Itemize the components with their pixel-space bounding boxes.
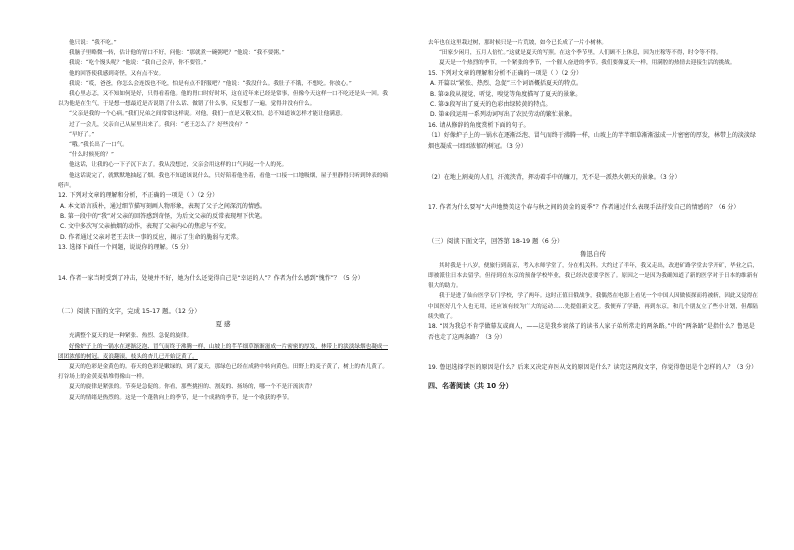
essay-paragraph-underlined: 好像炉子上的一锅水在逐渐泛泡、冒气而终于沸腾一样，山坡上的芊芊细草渐渐滋成一片密密的厚发，林带上的淡淡绿烟也凝成一团团浓郁的树冠。麦浪翻滚，枝头的杏儿已开始泛黄了。 [58, 343, 388, 360]
question-13: 13. 选择下面任一个问题，说说你的理解。（5 分） [58, 244, 193, 252]
essay-paragraph: 夏天的情绪是热烈的。这是一个蓬勃向上的季节，是一个成熟的季节，是一个收获的季节。 [69, 394, 293, 401]
question-19: 19. 鲁迅选择学医的原因是什么？后来又决定弃医从文的原因是什么？读完这两段文字，你觉得鲁迅是个怎样的人？（3 分） [428, 364, 758, 372]
q12-option-b: B. 第一段中的“我”对父亲的回答感到奇怪，为后文父亲的反常表现埋下伏笔。 [60, 213, 267, 221]
q15-option-b: B. 第②段从视觉、听觉、嗅觉等角度描写了夏天的景象。 [430, 90, 582, 98]
essay-title: 夏 感 [215, 320, 231, 329]
story-paragraph: 他只说：“我不吃。” [69, 40, 117, 46]
lu-xun-paragraph: 我于是进了仙台医学专门学校，学了两年。这时正值日俄战争，我偶然在电影上看见一个中国人因做侦探而将被斩，因此又觉得在中国医好几个人也无用，还应该有较为广大的运动……先提倡新文艺。我便弃了学籍，再到东京，和几个朋友立了些小计划，但都陆续失败了。 [428, 293, 758, 320]
answer-space [428, 214, 758, 234]
story-paragraph: 我说：“吃个馒头呢？”他说：“我自己会弄，你不要管。” [69, 60, 207, 67]
section-3-label: （三）阅读下面文字，回答第 18-19 题（6 分） [428, 237, 564, 245]
question-16: 16. 请从修辞的角度赏析下面的句子。 [428, 121, 530, 129]
lu-xun-paragraph: 其时我是十八岁，便旅行到南京，考入水师学堂了，分在机关科。大约过了半年，我又走出，改进矿路学堂去学开矿，毕业之后，即被派往日本去留学。但待到在东京的预备学校毕业，我已经决意要学医了。原因之一是因为我确知道了新的医学对于日本的维新有很大的助力。 [428, 262, 758, 290]
story-paragraph: “哦。”我长出了一口气。 [69, 142, 128, 149]
story-paragraph: “早好了。” [69, 131, 95, 138]
essay-paragraph: 夏天的旋律是紧张的。节奏是急促的。你看，那些挑担的、割麦的、扬场的，哪一个不是汗流浃背？ [69, 384, 316, 391]
section-2-label: （二）阅读下面的文字，完成 15-17 题。（12 分） [58, 308, 201, 316]
question-18: 18. “因为我总不肯学做幕友或商人，——这是我乡衰落了的读书人家子弟所常走的两条路。”中的“两条路”是指什么？鲁迅是否也走了这两条路？（3 分） [428, 323, 755, 341]
q16-sentence-1: （1）好像炉子上的一锅水在逐渐泛泡、冒气而终于沸腾一样，山坡上的芊芊细草渐渐滋成一片密密的厚发，林带上的淡淡绿烟也凝成一团团浓郁的树冠。（3 分） [428, 132, 756, 151]
story-paragraph: 我脑子里略微一转，估计他的胃口不好，问他：“那就煮一碗粥吧？”他说：“我不要粥。” [69, 50, 285, 57]
story-paragraph: 他这话，让我的心一下子沉下去了。我从没想过，父亲会用这样的口气问起一个人的死。 [69, 162, 288, 169]
lu-xun-title: 鲁迅自传 [580, 249, 606, 258]
q16-sentence-2: （2）在地上割麦的人们，汗流浃背，挥动着手中的镰刀，无不是一派热火朝天的景象。（3 分） [428, 173, 681, 181]
essay-paragraph: “田家少闲月，五月人倍忙。”这就是夏天的写照。在这个季节里，人们顾不上休息，因为庄稼等不得，时令等不得。 [439, 50, 722, 57]
q12-option-a: A. 本文语言质朴，通过细节描写刻画人物形象，表现了父子之间深沉的情感。 [60, 202, 266, 210]
essay-paragraph: 夏天是一个热烈的季节，一个紧张的季节，一个催人奋进的季节。我们要像夏天一样，用满腔的热情去迎接生活的挑战。 [439, 60, 736, 67]
q12-option-c: C. 文中多次写父亲抽烟的动作，表现了父亲内心的焦虑与不安。 [60, 223, 231, 231]
story-paragraph: “父亲是我的一个心病。”我们兄弟之间常常这样说。对他，我们一直是又敬又怕，总不知道该怎样才能让他满意。 [69, 111, 347, 118]
question-14: 14. 作者一家当时受到了冲击，处境并不好，她为什么还觉得自己是“幸运的人”？作者为什么感到“愧怍”？（5 分） [58, 274, 364, 282]
essay-paragraph: 去年也在这里栽过树，那时候只是一片荒坡，如今已长成了一片小树林。 [428, 40, 608, 46]
story-paragraph: 我说：“哎，爸爸，你怎么会连饭也不吃，怕是有点不舒服吧？”他说：“我没什么。我肚子不饿，不想吃。你放心。” [69, 80, 352, 87]
question-15: 15. 下列对文章的理解和分析不正确的一项是（ ）（2 分） [428, 69, 583, 77]
answer-space [58, 284, 388, 304]
story-paragraph: 他的回答使我感到奇怪，又有点不安。 [69, 70, 165, 77]
essay-paragraph: 夏天的色彩是金黄色的。春天的色彩是嫩绿的，到了夏天，那绿色已经在成熟中转向黄色。田野上的麦子黄了，树上的杏儿黄了。打谷场上的金黄麦秸堆得像山一样。 [58, 364, 388, 381]
answer-space [428, 343, 758, 363]
q12-option-d: D. 作者通过父亲对老王去世一事的反应，揭示了生命的脆弱与无常。 [60, 233, 243, 241]
answer-space [58, 254, 388, 274]
story-paragraph: “什么时候死的？” [69, 152, 114, 159]
q15-option-d: D. 第④段运用一系列动词写出了农民劳动的繁忙景象。 [430, 111, 576, 119]
story-paragraph: 我心里忐忑，又不知如何是好，只得看着他。他的胃口时好时坏，这在近年来已经是常事，但像今天这样一口不吃还是头一回。我以为他是在生气，于是想一想最近是否说错了什么话、做错了什么事，反复想了一遍，觉得并没有什么。 [58, 91, 388, 108]
question-12: 12. 下列对文章的理解和分析，不正确的一项是（ ）（2 分） [58, 192, 219, 200]
question-17: 17. 作者为什么要写“大声地赞美这个春与秋之间的黄金的夏季”？作者通过什么表现手法抒发自己的情感的？（6 分） [428, 204, 740, 212]
story-paragraph: 过了一会儿，父亲自己从屋里出来了。我问：“老王怎么了？好些没有？” [69, 121, 249, 128]
story-paragraph: 他这话说完了，就默默地抽起了烟。我也不知道该说什么，只好陪着他坐着，看他一口接一口地吸烟，屋子里静得只听到钟表的嘀嗒声。 [58, 172, 388, 189]
essay-paragraph: 充满整个夏天的是一种紧张、热烈、急促的旋律。 [69, 333, 193, 340]
section-4-heading: 四、名著阅读（共 10 分） [428, 381, 513, 390]
q15-option-c: C. 第③段写出了夏天的色彩由绿转黄的特点。 [430, 101, 552, 109]
q15-option-a: A. 开篇以“紧张、热烈、急促”三个词语概括夏天的特点。 [430, 80, 583, 88]
left-column [58, 38, 388, 403]
right-column [428, 38, 758, 392]
answer-space [428, 183, 758, 203]
answer-space [428, 153, 758, 173]
